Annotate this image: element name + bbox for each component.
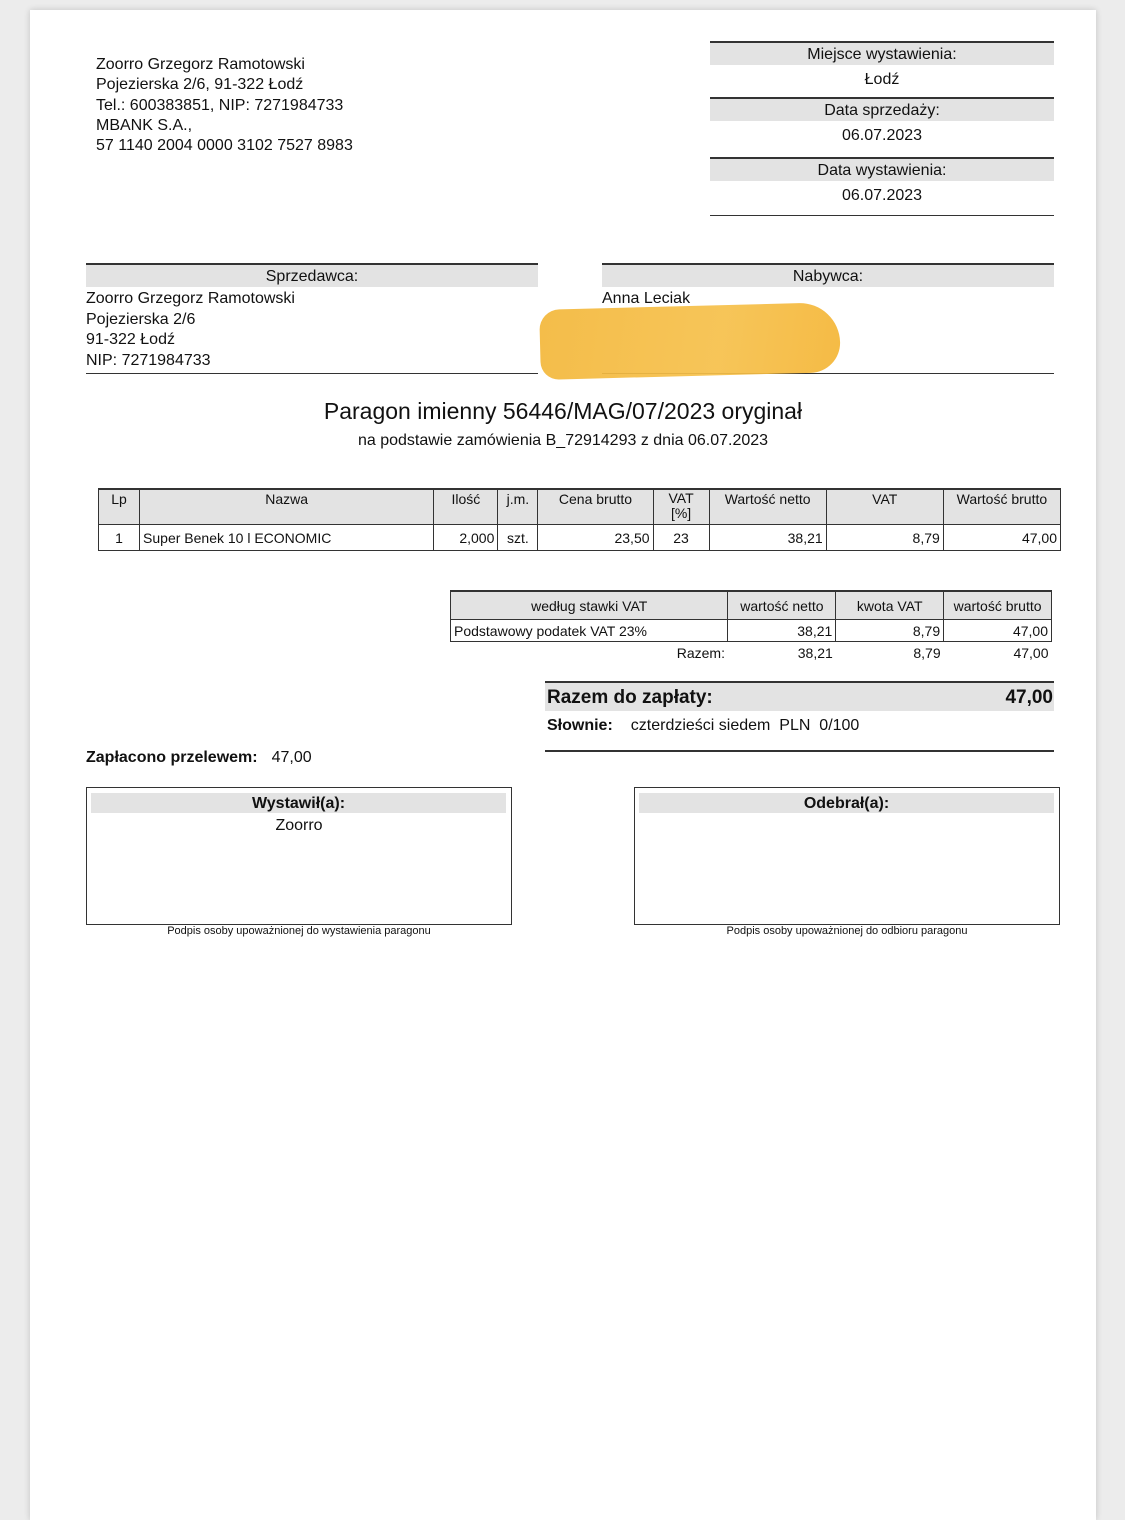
cell-name: Super Benek 10 l ECONOMIC: [140, 525, 434, 551]
redaction-highlight: [539, 302, 841, 380]
place-label: Miejsce wystawienia:: [710, 41, 1054, 65]
total-value: 47,00: [1005, 687, 1053, 708]
col-net: wartość netto: [728, 591, 836, 620]
document-title: Paragon imienny 56446/MAG/07/2023 oryginał: [323, 398, 803, 424]
payment-info: [86, 749, 312, 767]
vat-gross: 47,00: [944, 620, 1052, 642]
issue-date-label: Data wystawienia:: [710, 157, 1054, 181]
sum-label: Razem:: [676, 644, 725, 661]
total-due: [545, 681, 1054, 711]
col-vat-amount: kwota VAT: [836, 591, 944, 620]
receipt-page: [30, 10, 1096, 1520]
received-by-label: Odebrał(a):: [639, 793, 1054, 813]
col-gross-value: Wartość brutto: [943, 489, 1060, 525]
col-vat-rate-group: według stawki VAT: [451, 591, 728, 620]
issued-by-label: Wystawił(a):: [91, 793, 506, 813]
sum-gross: 47,00: [1013, 644, 1049, 661]
payment-value: 47,00: [271, 749, 312, 766]
total-divider: [545, 750, 1054, 752]
cell-gross-value: 47,00: [943, 525, 1060, 551]
col-unit: j.m.: [498, 489, 538, 525]
col-lp: Lp: [99, 489, 140, 525]
sale-date: [710, 97, 1054, 155]
seller-divider: [86, 373, 538, 374]
col-vat: VAT: [826, 489, 943, 525]
col-vat-rate: VAT [%]: [653, 489, 709, 525]
seller-box: [86, 263, 538, 374]
vat-summary-table: [450, 590, 1052, 663]
vat-net: 38,21: [728, 620, 836, 642]
words-value: czterdzieści siedem PLN 0/100: [630, 717, 860, 734]
payment-label: Zapłacono przelewem:: [86, 749, 258, 766]
seller-line: 91-322 Łodź: [86, 331, 175, 348]
sum-net: 38,21: [797, 644, 833, 661]
issue-date-value: 06.07.2023: [841, 187, 923, 204]
meta-divider: [710, 215, 1054, 216]
seller-header-line: MBANK S.A.,: [96, 116, 193, 134]
col-gross: wartość brutto: [944, 591, 1052, 620]
received-by-box: [634, 787, 1060, 925]
buyer-name: Anna Leciak: [602, 290, 691, 307]
total-label: Razem do zapłaty:: [547, 687, 713, 708]
place-value: Łodź: [864, 71, 900, 88]
table-row: [99, 525, 1061, 551]
items-table: [98, 488, 1061, 551]
issued-by-caption: Podpis osoby upoważnionej do wystawienia paragonu: [167, 925, 431, 937]
issue-date: [710, 157, 1054, 215]
seller-header: [96, 55, 353, 156]
col-name: Nazwa: [140, 489, 434, 525]
col-qty: Ilość: [434, 489, 498, 525]
table-row: [451, 620, 1052, 642]
seller-header-line: Pojezierska 2/6, 91-322 Łodź: [96, 76, 304, 94]
received-by-caption: Podpis osoby upoważnionej do odbioru paragonu: [726, 925, 968, 937]
vat-sum-row: [451, 642, 1052, 664]
col-gross-price: Cena brutto: [538, 489, 653, 525]
vat-rate-name: Podstawowy podatek VAT 23%: [451, 620, 728, 642]
seller-header-line: Zoorro Grzegorz Ramotowski: [96, 56, 305, 73]
cell-qty: 2,000: [434, 525, 498, 551]
cell-lp: 1: [99, 525, 140, 551]
cell-gross-price: 23,50: [538, 525, 653, 551]
words-label: Słownie:: [547, 717, 613, 734]
seller-label: Sprzedawca:: [86, 263, 538, 287]
seller-line: Zoorro Grzegorz Ramotowski: [86, 290, 295, 307]
buyer-label: Nabywca:: [602, 263, 1054, 287]
issued-by-value: Zoorro: [275, 817, 323, 834]
seller-line: Pojezierska 2/6: [86, 310, 196, 328]
cell-net-value: 38,21: [709, 525, 826, 551]
seller-header-line: Tel.: 600383851, NIP: 7271984733: [96, 96, 344, 114]
sale-date-value: 06.07.2023: [841, 127, 923, 144]
cell-vat: 8,79: [826, 525, 943, 551]
sum-vat: 8,79: [913, 644, 941, 661]
sale-date-label: Data sprzedaży:: [710, 97, 1054, 121]
amount-in-words: [547, 717, 859, 735]
cell-unit: szt.: [498, 525, 538, 551]
place-of-issue: [710, 41, 1054, 99]
cell-vat-rate: 23: [653, 525, 709, 551]
seller-line: NIP: 7271984733: [86, 351, 211, 369]
seller-header-line: 57 1140 2004 0000 3102 7527 8983: [96, 137, 353, 155]
document-subtitle: na podstawie zamówienia B_72914293 z dnia 06.07.2023: [357, 432, 769, 449]
vat-amount: 8,79: [836, 620, 944, 642]
col-net-value: Wartość netto: [709, 489, 826, 525]
issued-by-box: [86, 787, 512, 925]
